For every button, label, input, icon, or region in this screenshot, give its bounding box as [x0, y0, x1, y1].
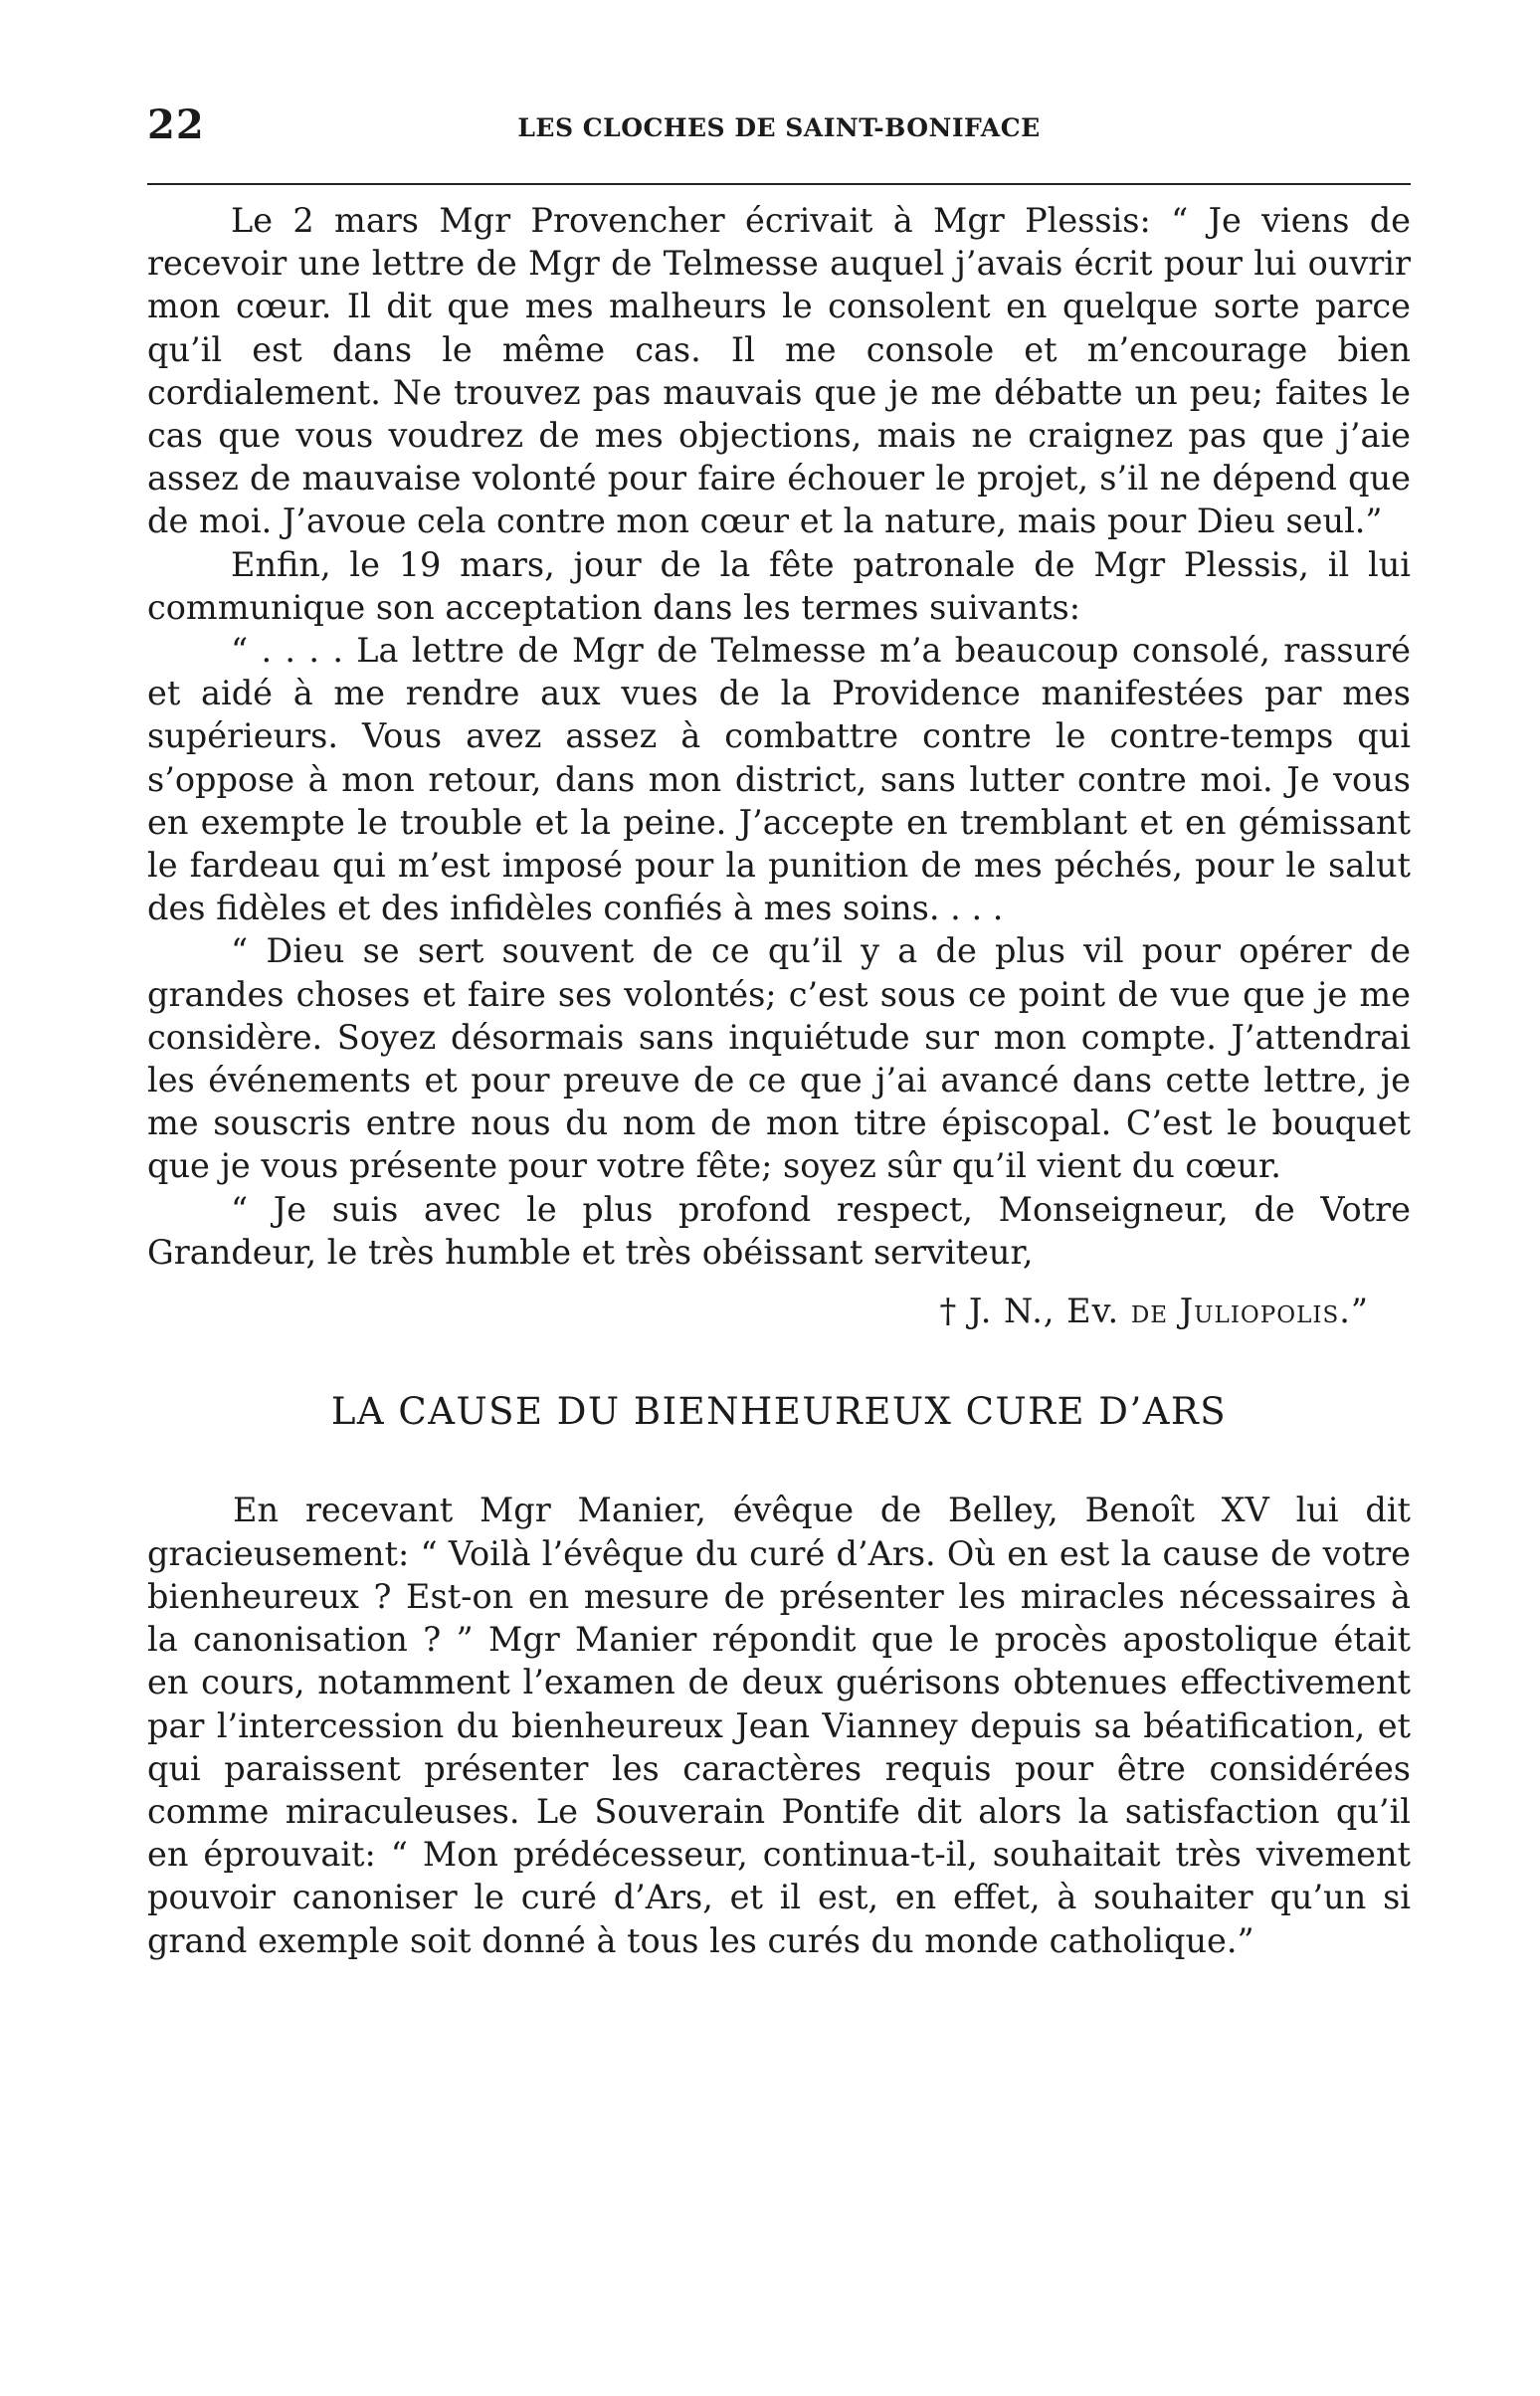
book-page — [147, 100, 1411, 1960]
signature-main: † J. N., Ev. — [939, 1292, 1131, 1331]
page-number: 22 — [147, 101, 205, 148]
paragraph: En recevant Mgr Manier, évêque de Belley, Benoît XV lui dit gracieusement: “ Voilà l’évêque du curé d’Ars. Où en est la cause de votre bienheureux ? Est-on en mesure de présenter les miracles nécessaires à la canonisation ? ” Mgr Manier répondit que le procès apostolique était en cours, notamment l’examen de deux guérisons obtenues effectivement par l’intercession du bienheureux Jean Vianney depuis sa béatification, et qui paraissent présenter les caractères requis pour être considérées comme miraculeuses. Le Souverain Pontife dit alors la satisfaction qu’il en éprouvait: “ Mon prédécesseur, continua-t-il, souhaitait très vivement pouvoir canoniser le curé d’Ars, et il est, en effet, à souhaiter qu’un si grand exemple soit donné à tous les curés du monde catholique.” — [147, 1491, 1411, 1960]
paragraph: “ . . . . La lettre de Mgr de Telmesse m’a beaucoup consolé, rassuré et aidé à me rendre aux vues de la Providence manifestées par mes supérieurs. Vous avez assez à combattre contre le contre-temps qui s’oppose à mon retour, dans mon district, sans lutter contre moi. Je vous en exempte le trouble et la peine. J’accepte en tremblant et en gémissant le fardeau qui m’est imposé pour la punition de mes péchés, pour le salut des fidèles et des infidèles confiés à mes soins. . . . — [147, 631, 1411, 928]
paragraph: Le 2 mars Mgr Provencher écrivait à Mgr Plessis: “ Je viens de recevoir une lettre de Mgr de Telmesse auquel j’avais écrit pour lui ouvrir mon cœur. Il dit que mes malheurs le consolent en quelque sorte parce qu’il est dans le même cas. Il me console et m’encourage bien cordialement. Ne trouvez pas mauvais que je me débatte un peu; faites le cas que vous voudrez de mes objections, mais ne craignez pas que j’aie assez de mauvaise volonté pour faire échouer le projet, s’il ne dépend que de moi. J’avoue cela contre mon cœur et la nature, mais pour Dieu seul.” — [147, 201, 1411, 541]
body-text — [147, 199, 1411, 1962]
header-rule — [147, 183, 1411, 185]
signature — [147, 1290, 1411, 1332]
paragraph: Enfin, le 19 mars, jour de la fête patronale de Mgr Plessis, il lui communique son acceptation dans les termes suivants: — [147, 544, 1411, 627]
running-title: LES CLOCHES DE SAINT-BONIFACE — [517, 113, 1041, 142]
paragraph: “ Dieu se sert souvent de ce qu’il y a de plus vil pour opérer de grandes choses et faire ses volontés; c’est sous ce point de vue que je me considère. Soyez désormais sans inquiétude sur mon compte. J’attendrai les événements et pour preuve de ce que j’ai avancé dans cette lettre, je me souscris entre nous du nom de mon titre épiscopal. C’est le bouquet que je vous présente pour votre fête; soyez sûr qu’il vient du cœur. — [147, 931, 1411, 1186]
signature-title: de Juliopolis.” — [1130, 1292, 1369, 1331]
paragraph: “ Je suis avec le plus profond respect, Monseigneur, de Votre Grandeur, le très humble et très obéissant serviteur, — [147, 1189, 1411, 1272]
letter-excerpt — [147, 199, 1411, 1332]
section-body — [147, 1489, 1411, 1961]
section-title: LA CAUSE DU BIENHEUREUX CURE D’ARS — [330, 1390, 1228, 1434]
running-head — [147, 100, 1411, 159]
